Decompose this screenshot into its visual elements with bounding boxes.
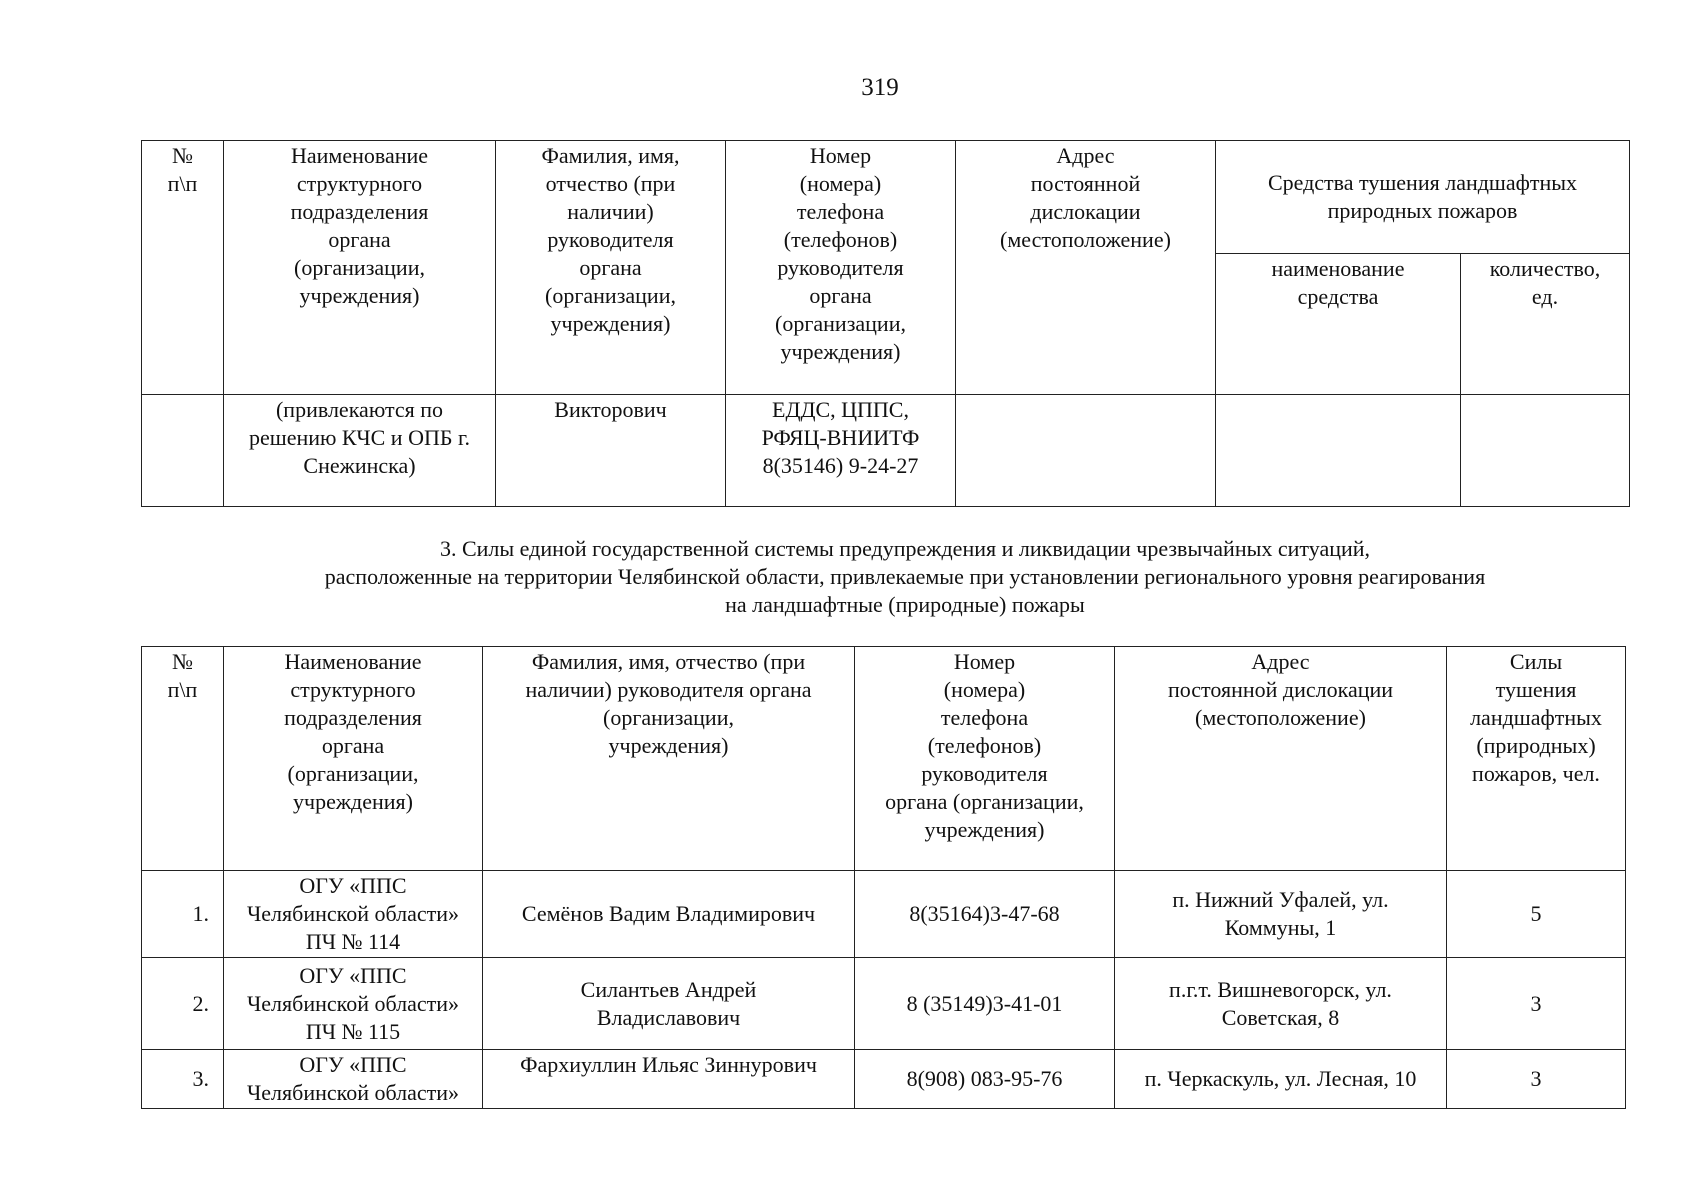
page-number: 319 xyxy=(861,74,899,101)
header-phone: Номер (номера) телефона (телефонов) руководителя органа (организации, учреждения) xyxy=(855,647,1115,871)
cell-forces: 3 xyxy=(1447,1050,1626,1109)
section-3-heading-line: 3. Силы единой государственной системы предупреждения и ликвидации чрезвычайных ситуаций, xyxy=(439,536,1371,561)
header-unit: Наименование структурного подразделения органа (организации, учреждения) xyxy=(224,141,496,395)
header-forces: Силы тушения ландшафтных (природных) пожаров, чел. xyxy=(1447,647,1626,871)
header-means-name: наименование средства xyxy=(1216,254,1461,395)
table-regional-forces xyxy=(141,646,1626,1109)
cell-phone: 8 (35149)3-41-01 xyxy=(855,958,1115,1050)
cell-unit: ОГУ «ППС Челябинской области» xyxy=(224,1050,483,1109)
cell-num: 3. xyxy=(142,1050,224,1109)
cell-phone: 8(35164)3-47-68 xyxy=(855,871,1115,958)
cell-head-name: Семёнов Вадим Владимирович xyxy=(483,871,855,958)
header-num: № п\п xyxy=(142,647,224,871)
table-row xyxy=(142,958,1626,1050)
header-means-qty: количество, ед. xyxy=(1461,254,1630,395)
cell-means-name xyxy=(1216,395,1461,507)
cell-head-name: Силантьев Андрей Владиславович xyxy=(483,958,855,1050)
cell-means-qty xyxy=(1461,395,1630,507)
section-3-heading-line: на ландшафтные (природные) пожары xyxy=(725,592,1085,617)
cell-address: п.г.т. Вишневогорск, ул. Советская, 8 xyxy=(1115,958,1447,1050)
table-header-row xyxy=(142,647,1626,871)
table-header-row xyxy=(142,141,1630,254)
cell-num xyxy=(142,395,224,507)
cell-head-name: Викторович xyxy=(496,395,726,507)
header-num: № п\п xyxy=(142,141,224,395)
section-3-heading xyxy=(200,535,1610,619)
cell-address: п. Нижний Уфалей, ул. Коммуны, 1 xyxy=(1115,871,1447,958)
table-row xyxy=(142,1050,1626,1109)
table-row xyxy=(142,871,1626,958)
cell-num: 1. xyxy=(142,871,224,958)
cell-phone: ЕДДС, ЦППС, РФЯЦ-ВНИИТФ 8(35146) 9-24-27 xyxy=(726,395,956,507)
cell-unit: (привлекаются по решению КЧС и ОПБ г. Снежинска) xyxy=(224,395,496,507)
header-unit: Наименование структурного подразделения органа (организации, учреждения) xyxy=(224,647,483,871)
cell-phone: 8(908) 083-95-76 xyxy=(855,1050,1115,1109)
cell-forces: 3 xyxy=(1447,958,1626,1050)
cell-address: п. Черкаскуль, ул. Лесная, 10 xyxy=(1115,1050,1447,1109)
cell-unit: ОГУ «ППС Челябинской области» ПЧ № 114 xyxy=(224,871,483,958)
header-phone: Номер (номера) телефона (телефонов) руководителя органа (организации, учреждения) xyxy=(726,141,956,395)
cell-forces: 5 xyxy=(1447,871,1626,958)
header-address: Адрес постоянной дислокации (местоположение) xyxy=(1115,647,1447,871)
header-means-group: Средства тушения ландшафтных природных пожаров xyxy=(1216,141,1630,254)
header-head-name: Фамилия, имя, отчество (при наличии) руководителя органа (организации, учреждения) xyxy=(496,141,726,395)
cell-num: 2. xyxy=(142,958,224,1050)
table-row xyxy=(142,395,1630,507)
section-3-heading-line: расположенные на территории Челябинской области, привлекаемые при установлении регионального уровня реагирования xyxy=(324,564,1486,589)
cell-address xyxy=(956,395,1216,507)
cell-head-name: Фархиуллин Ильяс Зиннурович xyxy=(483,1050,855,1109)
header-address: Адрес постоянной дислокации (местоположение) xyxy=(956,141,1216,395)
table-local-forces-continued xyxy=(141,140,1630,507)
cell-unit: ОГУ «ППС Челябинской области» ПЧ № 115 xyxy=(224,958,483,1050)
header-head-name: Фамилия, имя, отчество (при наличии) руководителя органа (организации, учреждения) xyxy=(483,647,855,871)
